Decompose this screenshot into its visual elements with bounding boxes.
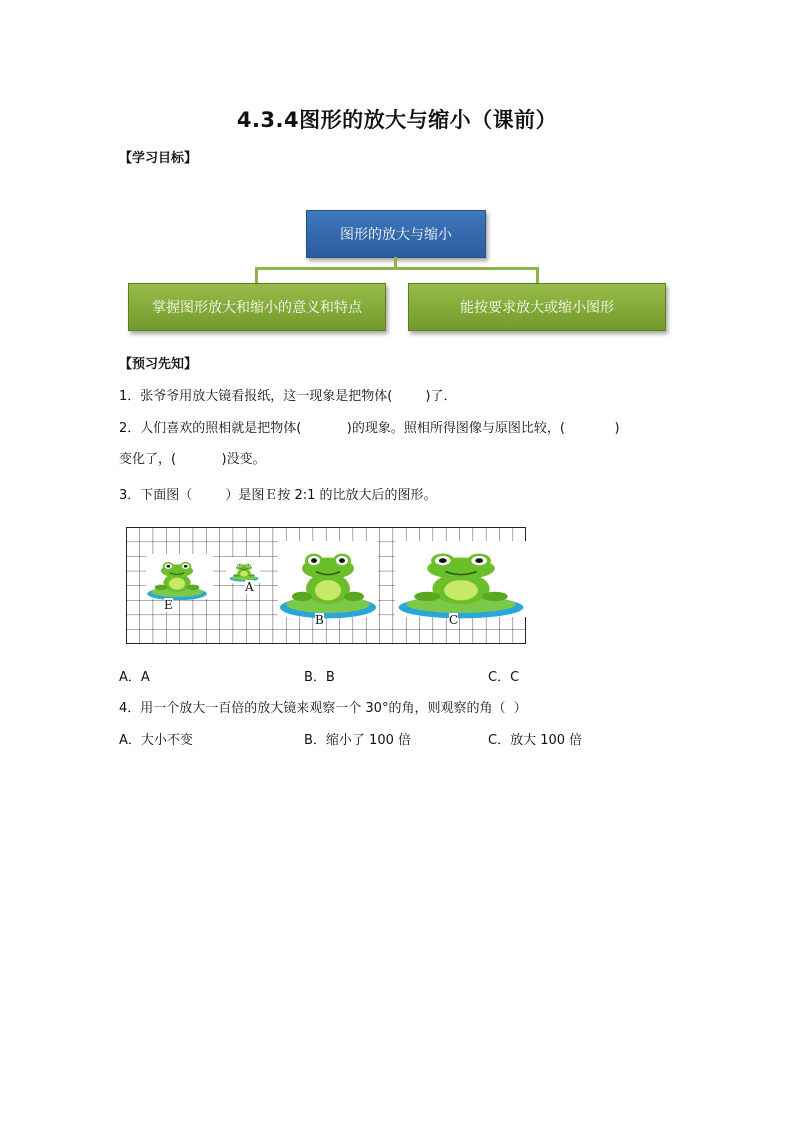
frog-grid-figure [126,527,526,644]
page-title: 4.3.4图形的放大与缩小（课前） [236,108,558,132]
section-heading-preview: 【预习先知】 [119,357,198,372]
question-4: 4．用一个放大一百倍的放大镜来观察一个 30°的角，则观察的角（ ） [119,701,527,716]
label-e: E [164,598,173,612]
question-2-line2: 变化了，( )没变。 [119,452,266,467]
q3-option-a: A．A [119,670,150,685]
mindmap-left: 掌握图形放大和缩小的意义和特点 [128,283,386,331]
q3-option-b: B．B [304,670,335,685]
label-a: A [245,580,254,594]
question-2-line1: 2．人们喜欢的照相就是把物体( )的现象。照相所得图像与原图比较，( ) [119,421,620,436]
q3-option-c: C．C [488,670,520,685]
connector-right [536,267,539,283]
question-3: 3．下面图（ ）是图Ｅ按 2:1 的比放大后的图形。 [119,488,437,503]
grid-svg [126,527,526,644]
q4-option-c: C．放大 100 倍 [488,733,583,748]
q4-option-b: B．缩小了 100 倍 [304,733,411,748]
section-heading-goals: 【学习目标】 [119,151,198,166]
connector-horizontal [255,267,539,270]
label-b: B [315,613,324,627]
mindmap-right: 能按要求放大或缩小图形 [408,283,666,331]
mindmap-root: 图形的放大与缩小 [306,210,486,258]
q4-option-a: A．大小不变 [119,733,193,748]
question-1: 1．张爷爷用放大镜看报纸，这一现象是把物体( )了． [119,389,457,404]
label-c: C [449,613,459,627]
connector-left [255,267,258,283]
